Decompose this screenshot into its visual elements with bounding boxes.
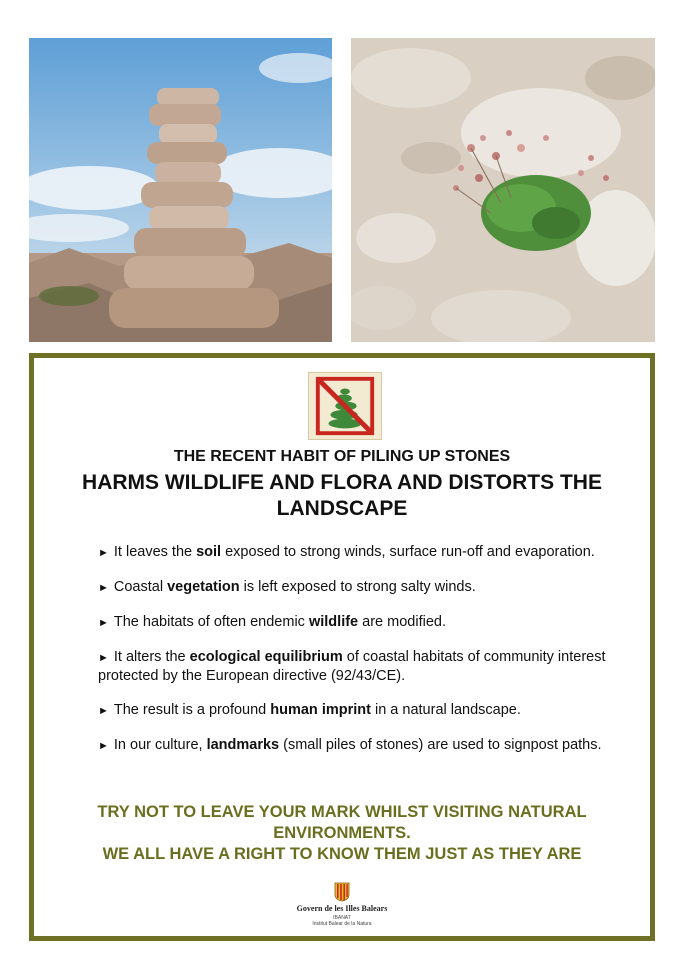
institute-name: Institut Balear de la Natura xyxy=(312,921,372,927)
impact-text: The habitats of often endemic xyxy=(113,614,309,630)
impact-item xyxy=(98,543,608,562)
bullet-arrow-icon: ► xyxy=(98,652,109,664)
impact-keyword: human imprint xyxy=(270,702,371,718)
impact-keyword: ecological equilibrium xyxy=(189,649,343,665)
impact-text: Coastal xyxy=(113,579,168,595)
impact-text: are modified. xyxy=(358,614,446,630)
impact-keyword: vegetation xyxy=(167,579,240,595)
agency-abbreviation: IBANAT xyxy=(333,915,351,921)
bullet-arrow-icon: ► xyxy=(98,705,109,717)
bullet-arrow-icon: ► xyxy=(98,617,109,629)
headline-title: HARMS WILDLIFE AND FLORA AND DISTORTS THE LANDSCAPE xyxy=(82,471,602,520)
impact-text: The result is a profound xyxy=(113,702,271,718)
impact-list xyxy=(98,543,608,771)
bullet-arrow-icon: ► xyxy=(98,582,109,594)
impact-item xyxy=(98,578,608,597)
impact-text: of coastal habitats of community interest protected by the European directive (92/43/CE). xyxy=(98,649,606,684)
impact-text: (small piles of stones) are used to signpost paths. xyxy=(279,737,602,753)
bullet-arrow-icon: ► xyxy=(98,740,109,752)
closing-line-2: WE ALL HAVE A RIGHT TO KNOW THEM JUST AS THEY ARE xyxy=(102,845,582,863)
impact-text: In our culture, xyxy=(113,737,207,753)
headline-subtitle: THE RECENT HABIT OF PILING UP STONES xyxy=(173,448,511,465)
impact-item xyxy=(98,701,608,720)
stone-cairn-photo xyxy=(29,38,332,342)
impact-keyword: soil xyxy=(196,544,222,560)
impact-text: It leaves the xyxy=(113,544,197,560)
impact-text: It alters the xyxy=(113,649,190,665)
no-stone-piling-icon xyxy=(308,372,382,440)
bullet-arrow-icon: ► xyxy=(98,547,109,559)
coastal-flora-photo xyxy=(351,38,655,342)
impact-item xyxy=(98,736,608,755)
impact-keyword: landmarks xyxy=(206,737,280,753)
information-panel xyxy=(29,353,655,941)
impact-text: in a natural landscape. xyxy=(370,702,521,718)
impact-item xyxy=(98,613,608,632)
impact-text: exposed to strong winds, surface run-off and evaporation. xyxy=(221,544,595,560)
impact-item xyxy=(98,648,608,685)
impact-keyword: wildlife xyxy=(308,614,359,630)
coat-of-arms-icon xyxy=(334,882,350,902)
government-logo xyxy=(292,882,392,927)
impact-text: is left exposed to strong salty winds. xyxy=(239,579,476,595)
closing-message xyxy=(54,802,630,865)
closing-line-1: TRY NOT TO LEAVE YOUR MARK WHILST VISITING NATURAL ENVIRONMENTS. xyxy=(97,803,587,842)
government-name: Govern de les Illes Balears xyxy=(296,904,388,913)
